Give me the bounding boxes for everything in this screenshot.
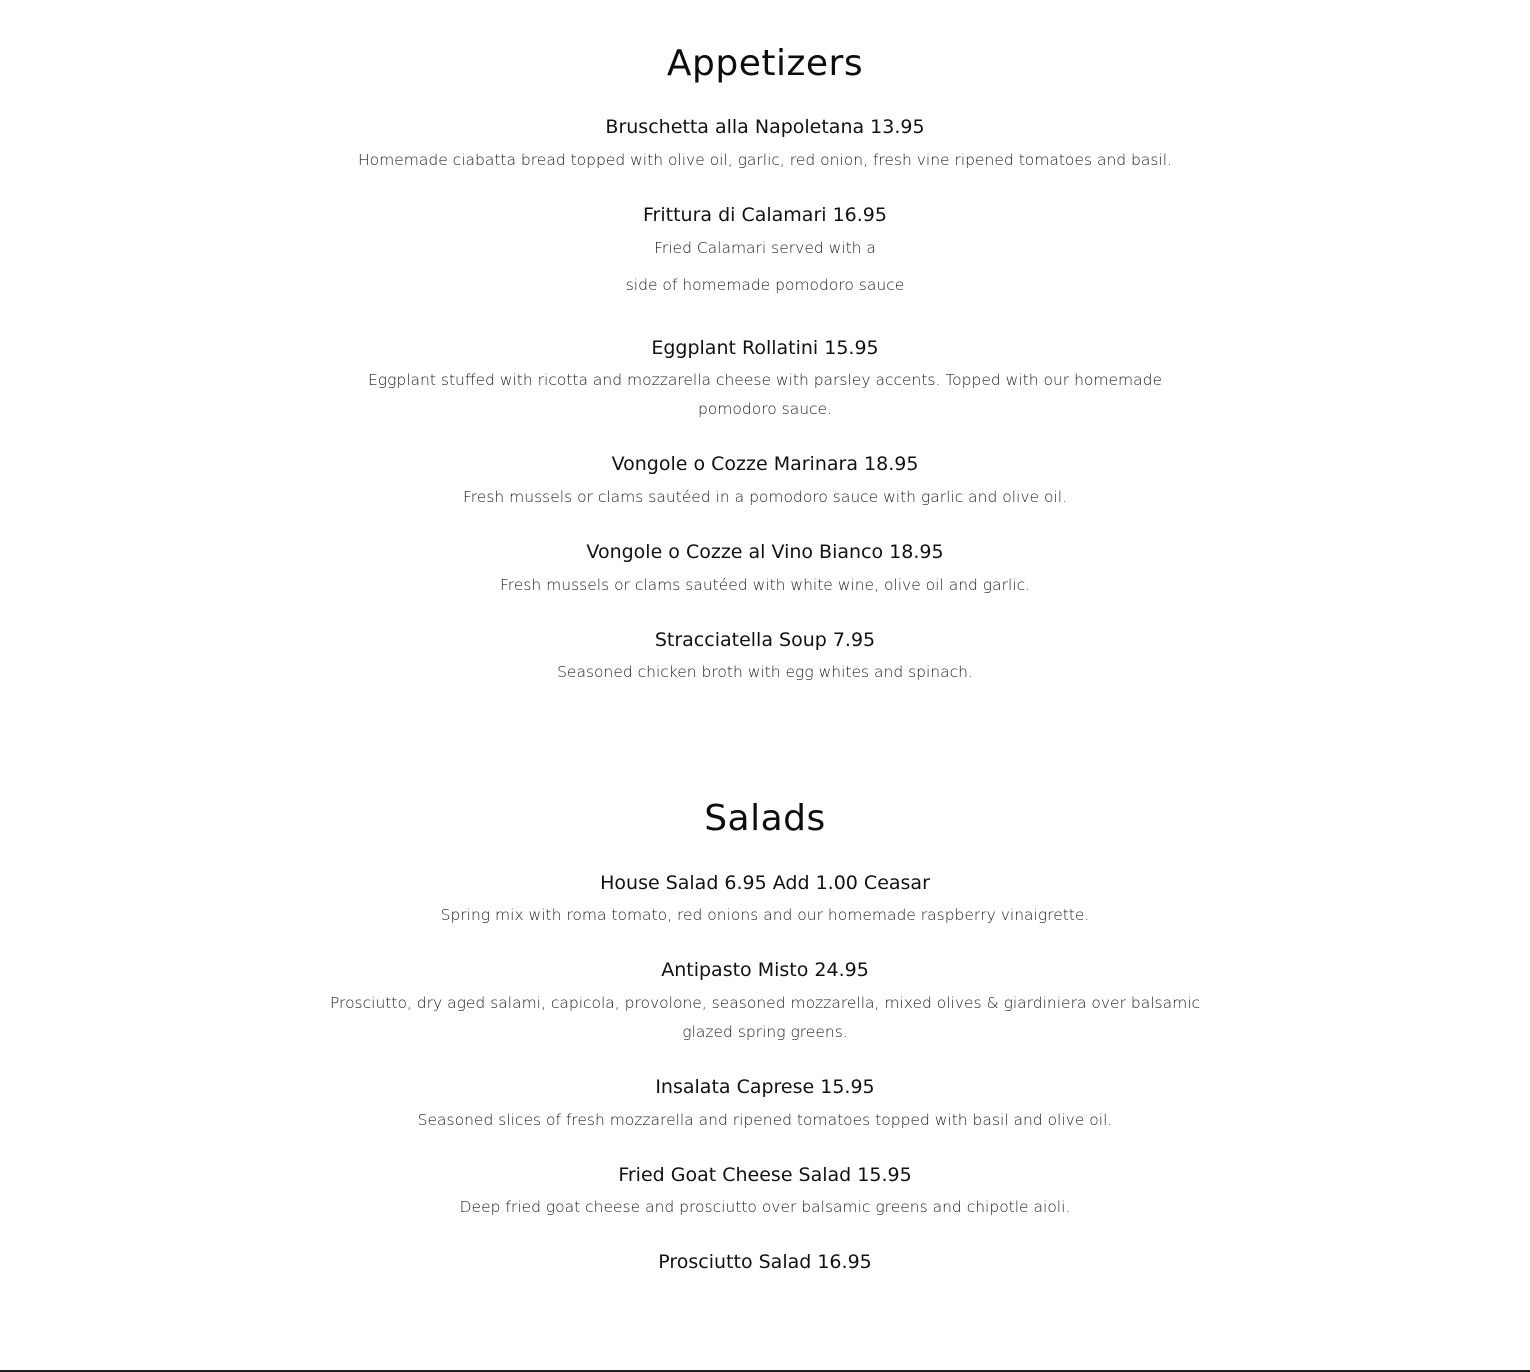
item-title: House Salad 6.95 Add 1.00 Ceasar: [600, 871, 930, 894]
item-description-line: Fried Calamari served with a: [654, 238, 876, 257]
item-title: Vongole o Cozze Marinara 18.95: [611, 453, 919, 476]
menu-item: [0, 115, 1530, 175]
menu-item: [0, 1075, 1530, 1135]
item-title: Bruschetta alla Napoletana 13.95: [605, 116, 925, 139]
menu-item: [0, 871, 1530, 931]
section-title-appetizers: Appetizers: [666, 43, 864, 84]
item-title: Insalata Caprese 15.95: [655, 1075, 875, 1098]
item-description-line: side of homemade pomodoro sauce: [625, 275, 905, 294]
appetizers-list: [0, 115, 1530, 687]
menu-item: [0, 1250, 1530, 1275]
item-description: Seasoned chicken broth with egg whites and spinach.: [557, 663, 973, 682]
salads-section: [0, 797, 1530, 1275]
item-description: Seasoned slices of fresh mozzarella and ripened tomatoes topped with basil and olive oil.: [417, 1110, 1113, 1129]
item-description: Eggplant stuffed with ricotta and mozzarella cheese with parsley accents. Topped with our homemade pomodoro sauce.: [368, 371, 1162, 419]
menu-item: [0, 540, 1530, 600]
section-title-salads: Salads: [704, 798, 826, 840]
menu-item: [0, 203, 1530, 300]
item-title: Antipasto Misto 24.95: [661, 959, 869, 982]
menu-item: [0, 628, 1530, 688]
item-title: Vongole o Cozze al Vino Bianco 18.95: [586, 540, 944, 563]
item-title: Stracciatella Soup 7.95: [654, 628, 876, 651]
menu-item: [0, 1163, 1530, 1223]
item-description: Prosciutto, dry aged salami, capicola, provolone, seasoned mozzarella, mixed olives & giardiniera over balsamic glazed spring greens.: [329, 993, 1201, 1041]
item-description: Fresh mussels or clams sautéed with white wine, olive oil and garlic.: [499, 575, 1031, 594]
item-description: Fresh mussels or clams sautéed in a pomodoro sauce with garlic and olive oil.: [462, 487, 1068, 506]
menu-item: [0, 958, 1530, 1047]
item-description: [315, 234, 1215, 300]
item-description: Homemade ciabatta bread topped with olive oil, garlic, red onion, fresh vine ripened tomatoes and basil.: [358, 150, 1172, 169]
item-title: Frittura di Calamari 16.95: [643, 203, 887, 226]
item-description: Spring mix with roma tomato, red onions and our homemade raspberry vinaigrette.: [440, 906, 1090, 925]
menu-item: [0, 336, 1530, 425]
item-title: Eggplant Rollatini 15.95: [651, 336, 879, 359]
salads-list: [0, 871, 1530, 1275]
item-title: Prosciutto Salad 16.95: [658, 1251, 872, 1274]
menu-item: [0, 452, 1530, 512]
item-title: Fried Goat Cheese Salad 15.95: [618, 1163, 912, 1186]
item-description: Deep fried goat cheese and prosciutto over balsamic greens and chipotle aioli.: [459, 1198, 1071, 1217]
